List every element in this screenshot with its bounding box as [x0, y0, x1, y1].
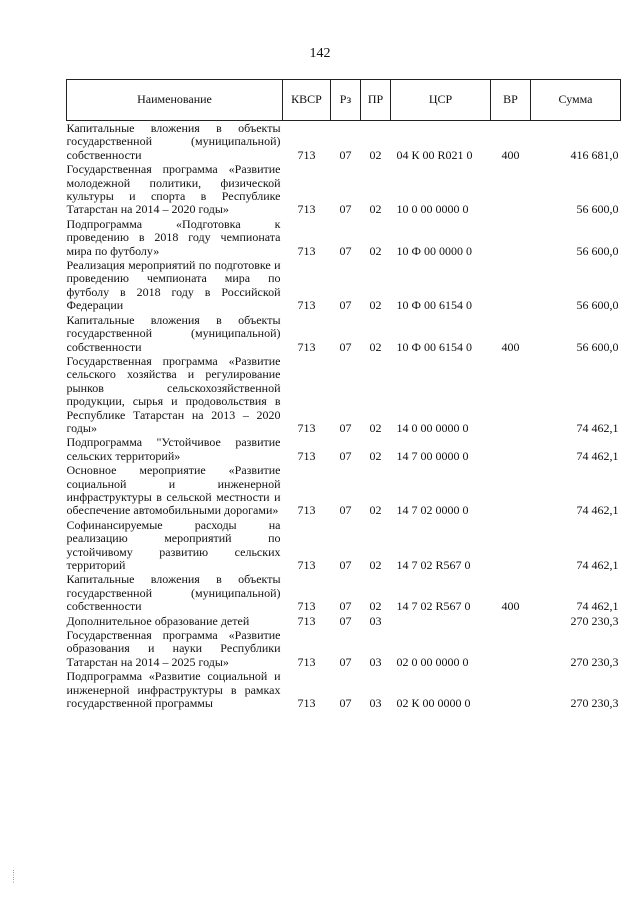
row-csr: 14 0 00 0000 0	[396, 420, 469, 435]
row-name: Капитальные вложения в объекты государственной (муниципальной) собственности	[66, 121, 281, 162]
header-kvsr: КВСР	[283, 80, 331, 121]
row-pr: 02	[369, 420, 382, 435]
row-csr: 10 Ф 00 0000 0	[396, 243, 472, 258]
row-vr	[491, 518, 531, 573]
row-rz: 07	[339, 339, 352, 354]
row-csr: 10 Ф 00 6154 0	[396, 339, 472, 354]
row-sum: 270 230,3	[570, 696, 619, 711]
table-row	[67, 463, 621, 518]
table-row	[67, 572, 621, 613]
header-vr: ВР	[491, 80, 531, 121]
header-csr: ЦСР	[391, 80, 491, 121]
row-sum: 74 462,1	[576, 558, 619, 572]
row-pr: 02	[369, 558, 382, 572]
row-pr: 02	[369, 202, 382, 217]
row-rz: 07	[339, 503, 352, 518]
row-rz: 07	[339, 558, 352, 572]
table-body	[67, 121, 621, 711]
table-row	[67, 435, 621, 463]
row-csr: 14 7 02 0000 0	[396, 503, 469, 518]
table-row	[67, 121, 621, 163]
row-pr: 02	[369, 339, 382, 354]
header-sum: Сумма	[531, 80, 621, 121]
row-kvsr: 713	[297, 420, 316, 435]
row-name: Капитальные вложения в объекты государственной (муниципальной) собственности	[66, 312, 281, 354]
row-rz: 07	[339, 420, 352, 435]
header-pr: ПР	[361, 80, 391, 121]
row-vr	[491, 463, 531, 518]
row-kvsr: 713	[297, 448, 316, 463]
table-row	[67, 217, 621, 258]
row-rz: 07	[339, 599, 352, 614]
budget-table	[66, 79, 621, 710]
row-kvsr: 713	[297, 696, 316, 711]
row-vr	[491, 669, 531, 710]
row-rz: 07	[339, 448, 352, 463]
table-header	[67, 80, 621, 121]
row-csr: 02 0 00 0000 0	[396, 654, 469, 669]
row-name: Дополнительное образование детей	[66, 613, 250, 628]
row-name: Государственная программа «Развитие сельского хозяйства и регулирование рынков сельскохозяйственной продукции, сырья и продовольствия в Республике Татарстан на 2013 – 2020 годы»	[66, 353, 281, 435]
row-kvsr: 713	[297, 243, 316, 258]
table-row	[67, 614, 621, 628]
row-rz: 07	[339, 298, 352, 313]
table-row	[67, 669, 621, 710]
table-row	[67, 313, 621, 354]
row-kvsr: 713	[297, 654, 316, 669]
row-pr: 02	[369, 503, 382, 518]
row-sum: 74 462,1	[576, 503, 619, 518]
row-sum: 74 462,1	[576, 448, 619, 463]
row-kvsr: 713	[297, 147, 316, 162]
row-pr: 02	[369, 448, 382, 463]
row-name: Подпрограмма «Подготовка к проведению в 2018 году чемпионата мира по футболу»	[66, 216, 281, 258]
row-pr: 02	[369, 298, 382, 313]
row-csr	[391, 614, 491, 628]
row-csr: 04 К 00 R021 0	[396, 147, 473, 162]
row-vr: 400	[501, 339, 520, 354]
row-vr: 400	[501, 599, 520, 614]
header-name: Наименование	[67, 80, 283, 121]
row-sum: 56 600,0	[576, 298, 619, 313]
row-rz: 07	[339, 147, 352, 162]
row-name: Государственная программа «Развитие молодежной политики, физической культуры и спорта в Республике Татарстан на 2014 – 2020 годы»	[66, 162, 281, 217]
row-csr: 14 7 02 R567 0	[396, 599, 471, 614]
row-pr: 03	[369, 613, 382, 628]
row-vr	[491, 435, 531, 463]
row-csr: 10 Ф 00 6154 0	[396, 298, 472, 313]
row-vr	[491, 217, 531, 258]
row-kvsr: 713	[297, 503, 316, 518]
row-pr: 02	[369, 147, 382, 162]
row-name: Капитальные вложения в объекты государственной (муниципальной) собственности	[66, 572, 281, 614]
row-vr	[491, 162, 531, 217]
row-sum: 56 600,0	[576, 202, 619, 217]
row-sum: 270 230,3	[570, 654, 619, 669]
row-name: Реализация мероприятий по подготовке и проведению чемпионата мира по футболу в 2018 году в Российской Федерации	[66, 258, 281, 313]
row-rz: 07	[339, 696, 352, 711]
row-rz: 07	[339, 613, 352, 628]
row-name: Подпрограмма "Устойчивое развитие сельских территорий»	[66, 435, 281, 463]
table-row	[67, 258, 621, 313]
row-kvsr: 713	[297, 298, 316, 313]
row-sum: 56 600,0	[576, 339, 619, 354]
row-csr: 14 7 02 R567 0	[396, 558, 471, 572]
page-number: 142	[309, 46, 331, 61]
row-kvsr: 713	[297, 558, 316, 572]
row-rz: 07	[339, 202, 352, 217]
table-row	[67, 628, 621, 669]
row-sum: 270 230,3	[570, 613, 619, 628]
row-pr: 02	[369, 243, 382, 258]
row-kvsr: 713	[297, 339, 316, 354]
row-kvsr: 713	[297, 202, 316, 217]
row-vr	[491, 614, 531, 628]
row-pr: 03	[369, 696, 382, 711]
row-csr: 02 К 00 0000 0	[396, 696, 471, 711]
row-sum: 74 462,1	[576, 420, 619, 435]
row-name: Основное мероприятие «Развитие социальной и инженерной инфраструктуры в сельской местности и обеспечение автомобильными дорогами»	[66, 463, 281, 518]
row-pr: 02	[369, 599, 382, 614]
row-vr	[491, 354, 531, 435]
row-name: Государственная программа «Развитие образования и науки Республики Татарстан на 2014 – 2025 годы»	[66, 628, 281, 669]
table-row	[67, 162, 621, 217]
header-rz: Рз	[331, 80, 361, 121]
row-csr: 10 0 00 0000 0	[396, 202, 469, 217]
row-sum: 74 462,1	[576, 599, 619, 614]
row-name: Подпрограмма «Развитие социальной и инженерной инфраструктуры в рамках государственной программы	[66, 669, 281, 711]
row-sum: 416 681,0	[570, 147, 619, 162]
row-vr: 400	[501, 147, 520, 162]
row-pr: 03	[369, 654, 382, 669]
row-kvsr: 713	[297, 599, 316, 614]
table-row	[67, 518, 621, 573]
row-kvsr: 713	[297, 613, 316, 628]
row-sum: 56 600,0	[576, 243, 619, 258]
row-rz: 07	[339, 243, 352, 258]
row-vr	[491, 628, 531, 669]
scan-edge-marks: ⋮ ⋮	[10, 869, 17, 884]
row-name: Софинансируемые расходы на реализацию мероприятий по устойчивому развитию сельских территорий	[66, 517, 281, 572]
row-rz: 07	[339, 654, 352, 669]
row-csr: 14 7 00 0000 0	[396, 448, 469, 463]
table-row	[67, 354, 621, 435]
row-vr	[491, 258, 531, 313]
